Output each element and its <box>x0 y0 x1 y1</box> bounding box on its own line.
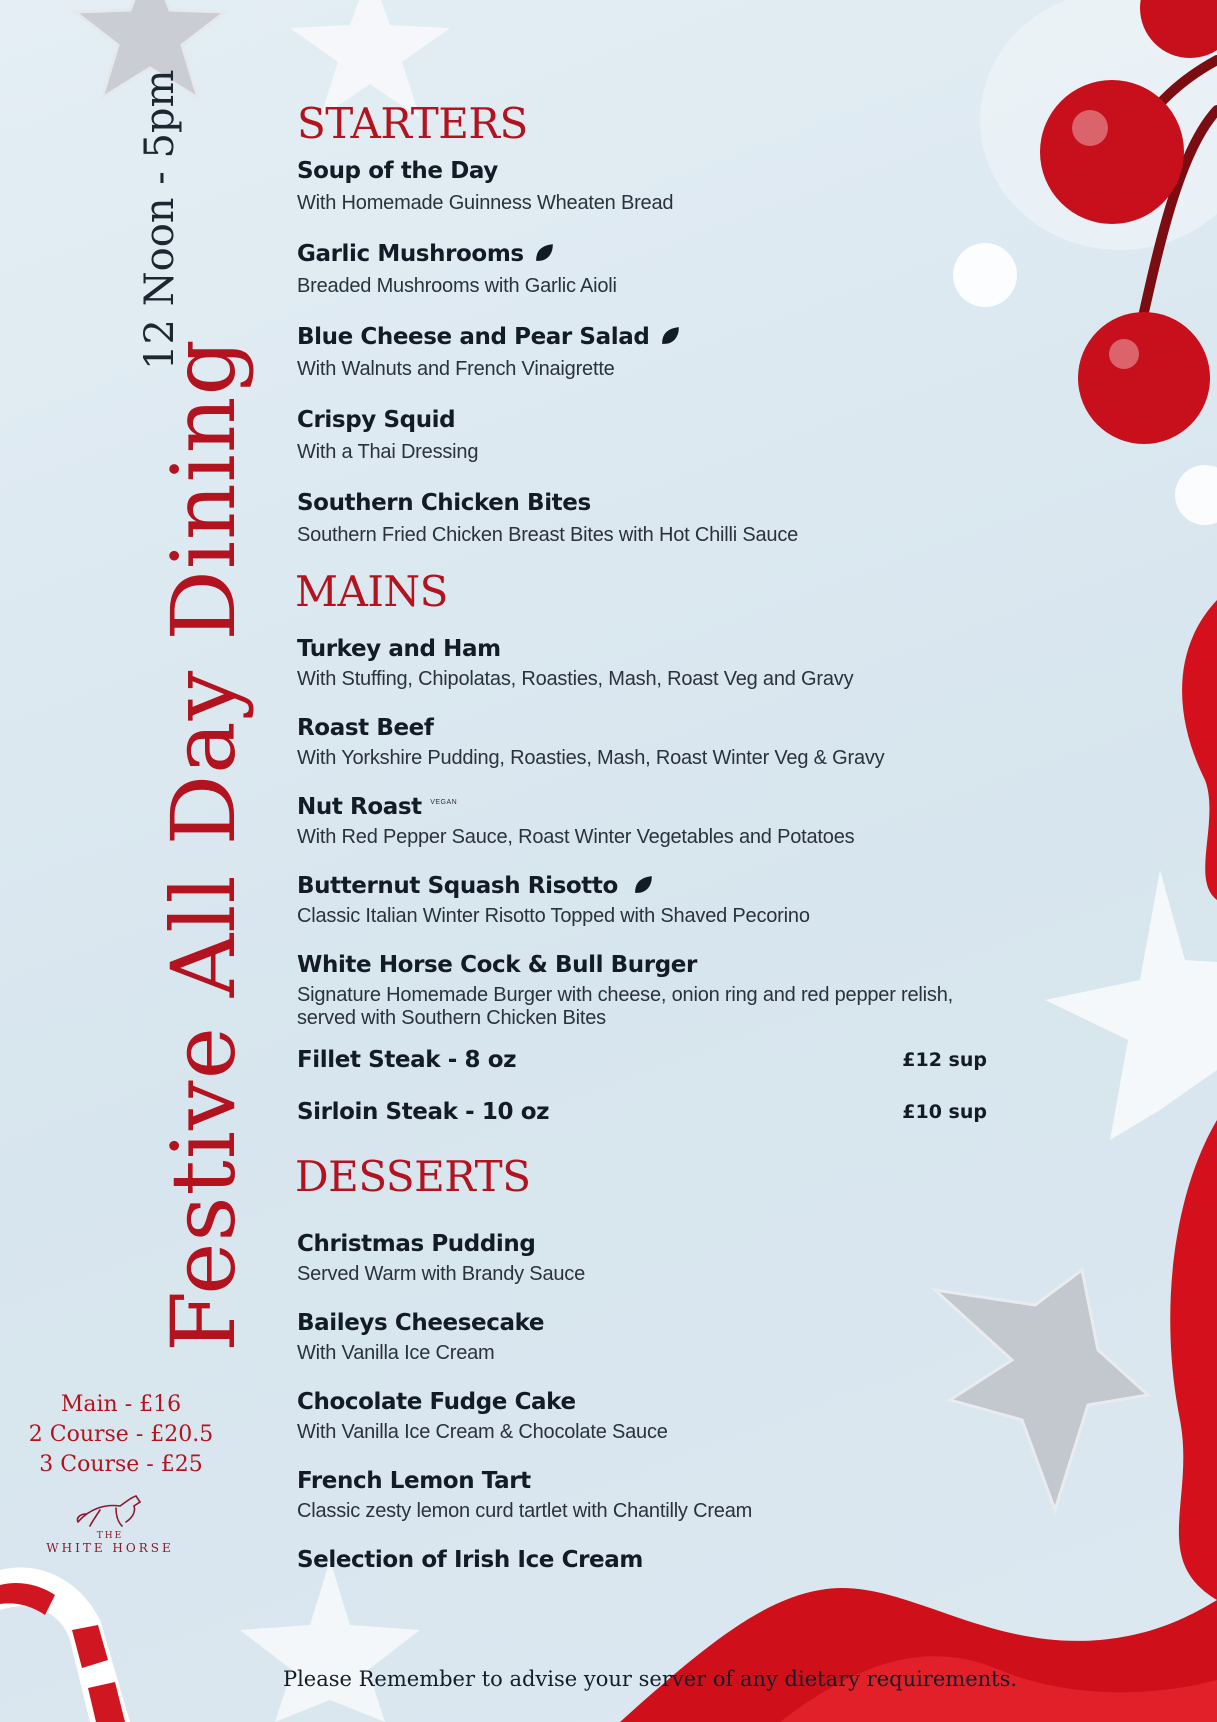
ribbon-decoration <box>1182 600 1217 900</box>
item-name: Soup of the Day <box>297 158 498 184</box>
mains-list <box>297 634 997 1139</box>
item-name: Crispy Squid <box>297 407 456 433</box>
price-three-course: 3 Course - £25 <box>39 1452 203 1477</box>
logo-the: THE <box>96 1531 124 1541</box>
menu-item <box>297 1545 997 1585</box>
light-bokeh-decoration <box>1175 465 1217 525</box>
price-list <box>10 1390 232 1480</box>
item-name: Turkey and Ham <box>297 636 501 662</box>
price-two-course: 2 Course - £20.5 <box>28 1422 214 1447</box>
item-description: Southern Fried Chicken Breast Bites with Hot Chilli Sauce <box>297 524 799 546</box>
menu-title: Festive All Day Dining <box>152 338 255 1352</box>
leaf-icon <box>533 242 555 264</box>
dietary-note: Please Remember to advise your server of any dietary requirements. <box>282 1667 1018 1691</box>
item-name: White Horse Cock & Bull Burger <box>297 952 697 978</box>
item-description: With Vanilla Ice Cream & Chocolate Sauce <box>297 1421 668 1443</box>
item-supplement-price: £12 sup <box>902 1049 987 1071</box>
item-supplement-price: £10 sup <box>902 1101 987 1123</box>
item-description: With Stuffing, Chipolatas, Roasties, Mash, Roast Veg and Gravy <box>297 668 854 690</box>
menu-item <box>297 405 997 488</box>
item-name: Selection of Irish Ice Cream <box>297 1547 643 1573</box>
menu-item <box>297 792 997 871</box>
item-name: Nut Roast <box>297 794 422 820</box>
vegan-tag: VEGAN <box>430 799 458 806</box>
item-name: Sirloin Steak - 10 oz <box>297 1099 550 1125</box>
item-name: Roast Beef <box>297 715 434 741</box>
ribbon-decoration <box>1170 1120 1217 1600</box>
starters-list <box>297 152 997 568</box>
berry-decoration <box>1078 312 1210 444</box>
item-name: Blue Cheese and Pear Salad <box>297 324 650 350</box>
item-description: Served Warm with Brandy Sauce <box>297 1263 586 1285</box>
item-name: Chocolate Fudge Cake <box>297 1389 576 1415</box>
item-name: Butternut Squash Risotto <box>297 873 618 899</box>
menu-item <box>297 322 997 405</box>
white-star-decoration <box>1045 870 1217 1140</box>
item-description: With a Thai Dressing <box>297 441 479 463</box>
leaf-icon <box>632 874 654 896</box>
item-name: French Lemon Tart <box>297 1468 531 1494</box>
menu-item <box>297 488 997 568</box>
item-description: Classic Italian Winter Risotto Topped with Shaved Pecorino <box>297 905 810 927</box>
menu-item <box>297 239 997 322</box>
horse-icon <box>70 1492 150 1528</box>
berry-decoration <box>1072 110 1108 146</box>
starters-heading: STARTERS <box>297 99 528 148</box>
menu-item <box>297 1229 997 1308</box>
service-hours: 12 Noon - 5pm <box>137 69 183 370</box>
item-name: Garlic Mushrooms <box>297 241 524 267</box>
menu-item <box>297 1466 997 1545</box>
item-description: With Red Pepper Sauce, Roast Winter Vegetables and Potatoes <box>297 826 855 848</box>
item-description: Signature Homemade Burger with cheese, onion ring and red pepper relish, <box>297 984 953 1006</box>
item-name: Baileys Cheesecake <box>297 1310 545 1336</box>
leaf-icon <box>659 325 681 347</box>
item-description: With Vanilla Ice Cream <box>297 1342 495 1364</box>
item-description: Breaded Mushrooms with Garlic Aioli <box>297 275 617 297</box>
item-name: Fillet Steak - 8 oz <box>297 1047 517 1073</box>
mains-heading: MAINS <box>295 567 448 616</box>
white-horse-logo <box>40 1492 180 1555</box>
item-description: With Walnuts and French Vinaigrette <box>297 358 615 380</box>
item-description: Classic zesty lemon curd tartlet with Chantilly Cream <box>297 1500 753 1522</box>
menu-item <box>297 1045 997 1097</box>
item-name: Christmas Pudding <box>297 1231 536 1257</box>
berry-decoration <box>1109 339 1139 369</box>
berry-decoration <box>1040 80 1184 224</box>
menu-item <box>297 950 997 1045</box>
menu-item <box>297 634 997 713</box>
desserts-heading: DESSERTS <box>295 1152 531 1201</box>
item-description: With Yorkshire Pudding, Roasties, Mash, Roast Winter Veg & Gravy <box>297 747 885 769</box>
menu-item <box>297 871 997 950</box>
logo-brand: WHITE HORSE <box>46 1541 174 1555</box>
menu-item <box>297 1308 997 1387</box>
item-name: Southern Chicken Bites <box>297 490 591 516</box>
menu-item <box>297 713 997 792</box>
desserts-list <box>297 1229 997 1585</box>
price-main: Main - £16 <box>60 1392 182 1417</box>
menu-content <box>297 96 997 1585</box>
menu-item <box>297 1097 997 1139</box>
menu-item <box>297 152 997 239</box>
menu-item <box>297 1387 997 1466</box>
item-description-continued: served with Southern Chicken Bites <box>297 1007 606 1029</box>
item-description: With Homemade Guinness Wheaten Bread <box>297 192 674 214</box>
